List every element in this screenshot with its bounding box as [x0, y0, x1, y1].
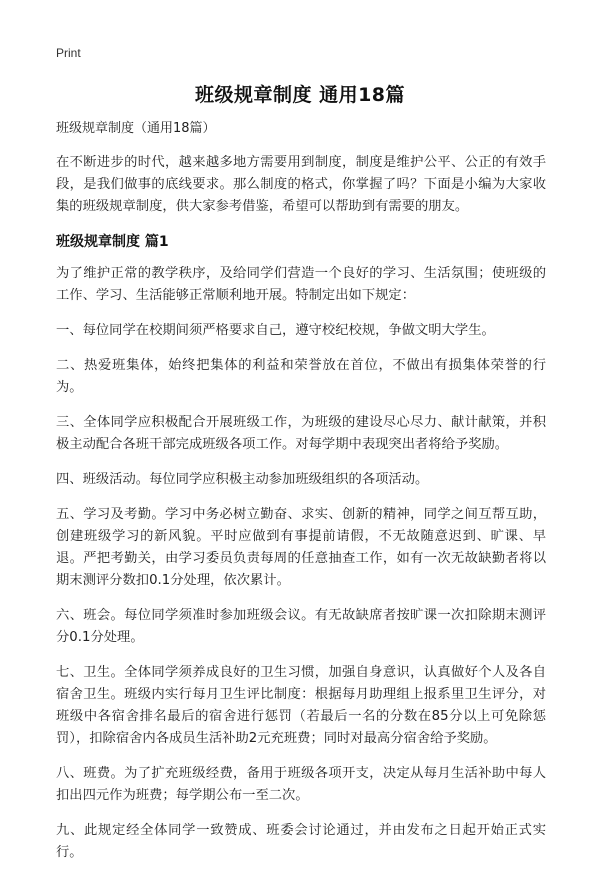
paragraph-preamble: 为了维护正常的教学秩序，及给同学们营造一个良好的学习、生活氛围；使班级的工作、学习、生活能够正常顺利地开展。特制定出如下规定：: [56, 266, 546, 303]
section-heading: 班级规章制度 篇1: [56, 234, 169, 250]
rule-8: 八、班费。为了扩充班级经费，备用于班级各项开支，决定从每月生活补助中每人扣出四元作为班费；每学期公布一至二次。: [56, 766, 546, 803]
rule-4: 四、班级活动。每位同学应积极主动参加班级组织的各项活动。: [56, 472, 429, 487]
document-body: [56, 119, 546, 877]
rule-1: 一、每位同学在校期间须严格要求自己，遵守校纪校规，争做文明大学生。: [56, 323, 495, 338]
rule-9: 九、此规定经全体同学一致赞成、班委会讨论通过，并由发布之日起开始正式实行。: [56, 823, 546, 860]
rule-5: 五、学习及考勤。学习中务必树立勤奋、求实、创新的精神，同学之间互帮互助，创建班级学习的新风貌。平时应做到有事提前请假，不无故随意迟到、旷课、早退。严把考勤关，由学习委员负责每周的任意抽查工作，如有一次无故缺勤者将以期末测评分数扣0.1分处理，依次累计。: [56, 507, 546, 588]
rule-2: 二、热爱班集体，始终把集体的利益和荣誉放在首位，不做出有损集体荣誉的行为。: [56, 358, 546, 395]
rule-3: 三、全体同学应积极配合开展班级工作，为班级的建设尽心尽力、献计献策，并积极主动配合各班干部完成班级各项工作。对每学期中表现突出者将给予奖励。: [56, 415, 546, 452]
page-title: 班级规章制度 通用18篇: [194, 84, 406, 106]
document-subtitle: 班级规章制度（通用18篇）: [56, 121, 216, 136]
print-label: Print: [56, 46, 81, 60]
intro-paragraph: 在不断进步的时代，越来越多地方需要用到制度，制度是维护公平、公正的有效手段，是我们做事的底线要求。那么制度的格式，你掌握了吗？下面是小编为大家收集的班级规章制度，供大家参考借鉴，希望可以帮助到有需要的朋友。: [56, 155, 546, 214]
rule-6: 六、班会。每位同学须准时参加班级会议。有无故缺席者按旷课一次扣除期末测评分0.1分处理。: [56, 608, 546, 645]
rule-7: 七、卫生。全体同学须养成良好的卫生习惯，加强自身意识，认真做好个人及各自宿舍卫生。班级内实行每月卫生评比制度：根据每月助理组上报系里卫生评分，对班级中各宿舍排名最后的宿舍进行惩罚（若最后一名的分数在85分以上可免除惩罚），扣除宿舍内各成员生活补助2元充班费；同时对最高分宿舍给予奖励。: [56, 665, 546, 746]
